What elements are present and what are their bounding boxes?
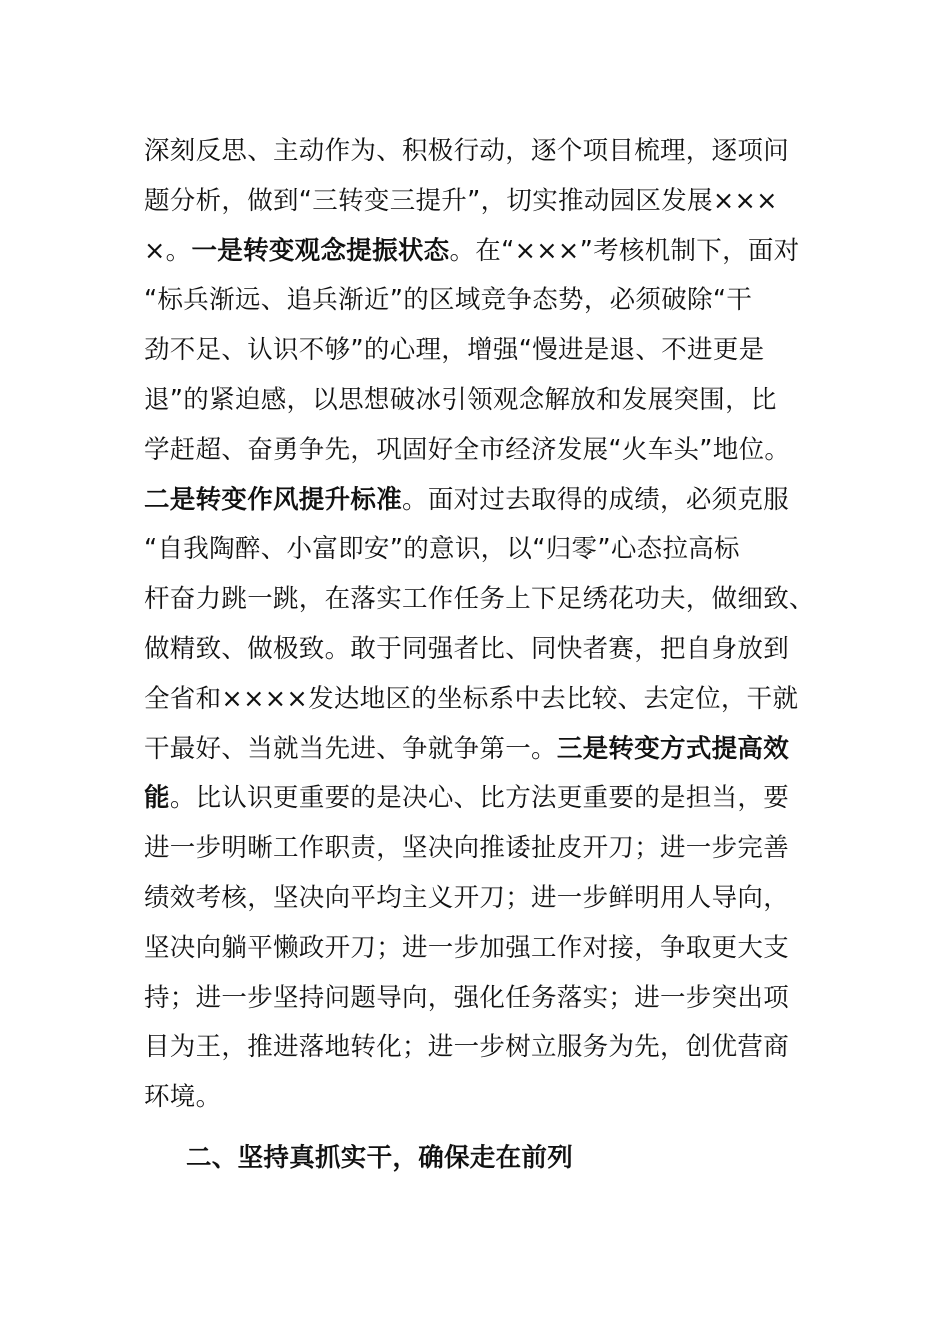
text-segment: 目为王，推进落地转化；进一步树立服务为先，创优营商 (144, 1032, 790, 1063)
text-segment: 。在“×××”考核机制下，面对 (449, 235, 800, 266)
text-segment: 劲不足、认识不够”的心理，增强“慢进是退、不进更是 (144, 335, 765, 366)
text-line (144, 774, 809, 824)
text-segment: “自我陶醉、小富即安”的意识，以“归零”心态拉高标 (144, 534, 740, 565)
text-segment: 。面对过去取得的成绩，必须克服 (402, 484, 790, 515)
text-line (144, 625, 809, 675)
text-line (144, 924, 809, 974)
text-line (144, 376, 809, 426)
bold-phrase: 能 (144, 783, 170, 814)
text-segment: 题分析，做到“三转变三提升”，切实推动园区发展××× (144, 185, 778, 216)
text-segment: 绩效考核，坚决向平均主义开刀；进一步鲜明用人导向， (144, 882, 790, 913)
text-line (144, 326, 809, 376)
text-line (144, 675, 809, 725)
text-line (144, 1023, 809, 1073)
bold-phrase: 二是转变作风提升标准 (144, 484, 403, 515)
text-line (144, 874, 809, 924)
text-line (144, 177, 809, 227)
text-segment: 环境。 (144, 1082, 222, 1113)
text-line (144, 276, 809, 326)
text-segment: ×。 (144, 235, 192, 266)
body-paragraph (144, 127, 815, 1123)
bold-phrase: 一是转变观念提振状态 (191, 235, 450, 266)
text-segment: 全省和××××发达地区的坐标系中去比较、去定位，干就 (144, 683, 799, 714)
text-line (144, 476, 809, 526)
text-line (144, 725, 809, 775)
bold-phrase: 三是转变方式提高效 (556, 733, 790, 764)
section-heading: 二、坚持真抓实干，确保走在前列 (186, 1143, 574, 1173)
text-segment: 坚决向躺平懒政开刀；进一步加强工作对接，争取更大支 (144, 932, 790, 963)
text-segment: 学赶超、奋勇争先，巩固好全市经济发展“火车头”地位。 (144, 434, 791, 465)
text-segment: 杆奋力跳一跳，在落实工作任务上下足绣花功夫，做细致、 (144, 584, 815, 615)
text-line (144, 127, 809, 177)
text-line (144, 426, 809, 476)
text-line (144, 525, 809, 575)
text-segment: 干最好、当就当先进、争就争第一。 (144, 733, 557, 764)
text-segment: 持；进一步坚持问题导向，强化任务落实；进一步突出项 (144, 982, 790, 1013)
text-segment: 做精致、做极致。敢于同强者比、同快者赛，把自身放到 (144, 633, 790, 664)
text-line (144, 824, 809, 874)
text-segment: 深刻反思、主动作为、积极行动，逐个项目梳理，逐项问 (144, 136, 790, 166)
text-line (144, 1073, 809, 1123)
text-segment: 退”的紧迫感，以思想破冰引领观念解放和发展突围，比 (144, 384, 777, 415)
text-segment: 进一步明晰工作职责，坚决向推诿扯皮开刀；进一步完善 (144, 833, 790, 864)
text-line (144, 575, 815, 625)
text-segment: 。比认识更重要的是决心、比方法更重要的是担当，要 (169, 783, 790, 814)
text-line (144, 227, 809, 277)
text-segment: “标兵渐远、追兵渐近”的区域竞争态势，必须破除“干 (144, 285, 753, 316)
text-line (144, 974, 809, 1024)
